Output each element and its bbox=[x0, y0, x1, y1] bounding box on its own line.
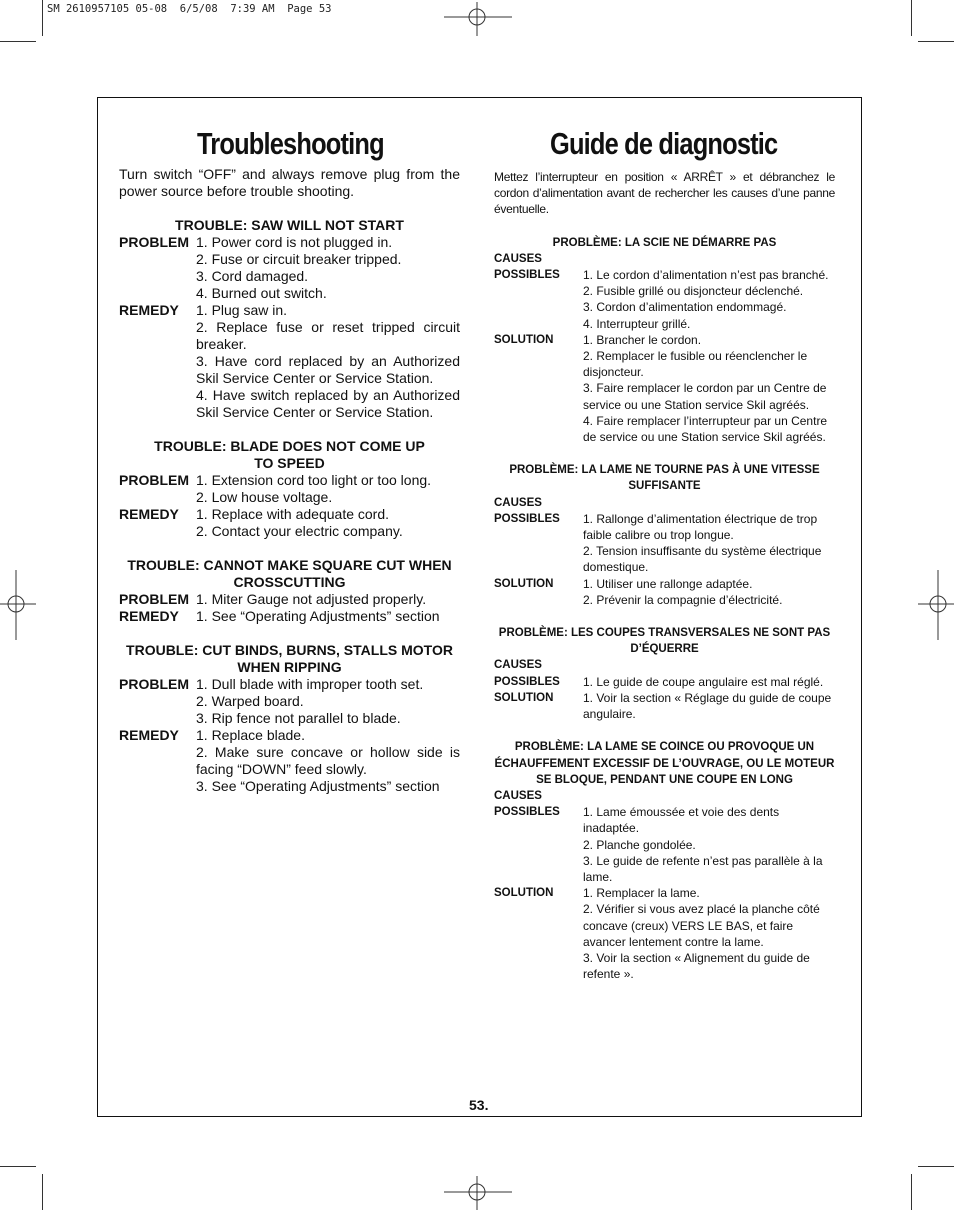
probleme-section bbox=[494, 462, 835, 608]
problem-label: PROBLEM bbox=[119, 472, 189, 488]
crop-mark bbox=[0, 1166, 36, 1167]
cause-item: 1. Rallonge d’alimentation électrique de trop faible calibre ou trop longue. bbox=[583, 511, 818, 543]
trouble-title: TROUBLE: BLADE DOES NOT COME UP TO SPEED bbox=[154, 438, 425, 471]
remedy-label: REMEDY bbox=[119, 727, 179, 743]
possibles-label: POSSIBLES bbox=[494, 806, 560, 819]
probleme-title: PROBLÈME: LA LAME NE TOURNE PAS À UNE VITESSE SUFFISANTE bbox=[509, 464, 820, 493]
registration-mark-icon bbox=[918, 570, 954, 640]
probleme-title: PROBLÈME: LA LAME SE COINCE OU PROVOQUE UN ÉCHAUFFEMENT EXCESSIF DE L’OUVRAGE, OU LE MOTEUR SE BLOQUE, PENDANT UNE COUPE EN LONG bbox=[494, 741, 835, 786]
french-column bbox=[494, 128, 835, 999]
remedy-label: REMEDY bbox=[119, 302, 179, 318]
trouble-title: TROUBLE: CUT BINDS, BURNS, STALLS MOTOR WHEN RIPPING bbox=[126, 642, 453, 675]
problem-label: PROBLEM bbox=[119, 676, 189, 692]
causes-label: CAUSES bbox=[494, 496, 542, 509]
solution-label: SOLUTION bbox=[494, 333, 554, 346]
trouble-section bbox=[119, 557, 460, 625]
remedy-item: 1. Plug saw in. bbox=[196, 302, 288, 318]
possibles-label: POSSIBLES bbox=[494, 512, 560, 525]
solution-item: 3. Voir la section « Alignement du guide de refente ». bbox=[583, 950, 810, 982]
crop-mark bbox=[0, 41, 36, 42]
solution-item: 1. Utiliser une rallonge adaptée. bbox=[583, 576, 753, 591]
cause-item: 1. Lame émoussée et voie des dents inadaptée. bbox=[583, 805, 780, 836]
problem-item: 3. Rip fence not parallel to blade. bbox=[196, 710, 401, 726]
crop-mark bbox=[911, 0, 912, 36]
printer-slug: SM 2610957105 05-08 6/5/08 7:39 AM Page 53 bbox=[47, 3, 332, 15]
trouble-title: TROUBLE: CANNOT MAKE SQUARE CUT WHEN CROSSCUTTING bbox=[127, 557, 452, 590]
solution-item: 1. Remplacer la lame. bbox=[583, 886, 700, 901]
crop-mark bbox=[42, 1174, 43, 1210]
possibles-label: POSSIBLES bbox=[494, 269, 560, 282]
remedy-item: 4. Have switch replaced by an Authorized Skil Service Center or Service Station. bbox=[196, 387, 460, 420]
problem-item: 1. Power cord is not plugged in. bbox=[196, 234, 393, 250]
solution-item: 4. Faire remplacer l’interrupteur par un Centre de service ou une Station service Skil agréés. bbox=[583, 413, 828, 445]
solution-item: 2. Remplacer le fusible ou réenclencher le disjoncteur. bbox=[583, 349, 808, 380]
solution-item: 3. Faire remplacer le cordon par un Centre de service ou une Station service Skil agréés. bbox=[583, 381, 827, 412]
trouble-section bbox=[119, 217, 460, 421]
cause-item: 1. Le cordon d’alimentation n’est pas branché. bbox=[583, 268, 829, 283]
cause-item: 2. Fusible grillé ou disjoncteur déclenché. bbox=[583, 284, 804, 299]
problem-item: 2. Warped board. bbox=[196, 693, 304, 709]
remedy-item: 1. See “Operating Adjustments” section bbox=[196, 608, 440, 624]
intro-text: Turn switch “OFF” and always remove plug from the power source before trouble shooting. bbox=[119, 166, 460, 199]
cause-item: 3. Cordon d’alimentation endommagé. bbox=[583, 300, 787, 315]
probleme-section bbox=[494, 235, 835, 446]
cause-item: 4. Interrupteur grillé. bbox=[583, 316, 691, 331]
cause-item: 2. Tension insuffisante du système électrique domestique. bbox=[583, 544, 822, 575]
probleme-section bbox=[494, 625, 835, 722]
solution-item: 1. Brancher le cordon. bbox=[583, 332, 702, 347]
registration-mark-icon bbox=[444, 1176, 512, 1210]
trouble-title: TROUBLE: SAW WILL NOT START bbox=[175, 217, 404, 233]
crop-mark bbox=[42, 0, 43, 36]
english-column bbox=[119, 128, 460, 812]
causes-label: CAUSES bbox=[494, 252, 542, 265]
remedy-item: 2. Make sure concave or hollow side is facing “DOWN” feed slowly. bbox=[196, 744, 460, 777]
remedy-item: 3. See “Operating Adjustments” section bbox=[196, 778, 440, 794]
crop-mark bbox=[911, 1174, 912, 1210]
problem-label: PROBLEM bbox=[119, 234, 189, 250]
cause-item: 3. Le guide de refente n’est pas parallèle à la lame. bbox=[583, 853, 823, 884]
solution-label: SOLUTION bbox=[494, 887, 554, 900]
problem-item: 3. Cord damaged. bbox=[196, 268, 309, 284]
problem-item: 2. Fuse or circuit breaker tripped. bbox=[196, 251, 402, 267]
solution-item: 2. Prévenir la compagnie d’électricité. bbox=[583, 592, 783, 607]
solution-item: 2. Vérifier si vous avez placé la planche côté concave (creux) VERS LE BAS, et faire avancer lentement contre la lame. bbox=[583, 902, 820, 949]
trouble-section bbox=[119, 642, 460, 795]
remedy-item: 1. Replace with adequate cord. bbox=[196, 506, 390, 522]
problem-item: 4. Burned out switch. bbox=[196, 285, 327, 301]
remedy-label: REMEDY bbox=[119, 506, 179, 522]
crop-mark bbox=[918, 1166, 954, 1167]
remedy-item: 2. Contact your electric company. bbox=[196, 523, 403, 539]
remedy-item: 2. Replace fuse or reset tripped circuit breaker. bbox=[196, 319, 460, 352]
registration-mark-icon bbox=[444, 2, 512, 36]
registration-mark-icon bbox=[0, 570, 36, 640]
problem-item: 1. Dull blade with improper tooth set. bbox=[196, 676, 424, 692]
problem-label: PROBLEM bbox=[119, 591, 189, 607]
cause-item: 1. Le guide de coupe angulaire est mal réglé. bbox=[583, 674, 824, 689]
solution-label: SOLUTION bbox=[494, 691, 554, 704]
cause-item: 2. Planche gondolée. bbox=[583, 837, 696, 852]
crop-mark bbox=[918, 41, 954, 42]
remedy-item: 1. Replace blade. bbox=[196, 727, 305, 743]
problem-item: 2. Low house voltage. bbox=[196, 489, 333, 505]
remedy-item: 3. Have cord replaced by an Authorized Skil Service Center or Service Station. bbox=[196, 353, 460, 386]
causes-label: CAUSES bbox=[494, 789, 542, 802]
page-title-french: Guide de diagnostic bbox=[550, 126, 778, 161]
problem-item: 1. Extension cord too light or too long. bbox=[196, 472, 432, 488]
possibles-label: POSSIBLES bbox=[494, 675, 560, 688]
probleme-title: PROBLÈME: LA SCIE NE DÉMARRE PAS bbox=[552, 236, 777, 249]
intro-text: Mettez l’interrupteur en position « ARRÊT » et débranchez le cordon d’alimentation avant de rechercher les causes d’une panne éventuelle. bbox=[494, 170, 835, 217]
remedy-label: REMEDY bbox=[119, 608, 179, 624]
problem-item: 1. Miter Gauge not adjusted properly. bbox=[196, 591, 427, 607]
page-title-english: Troubleshooting bbox=[197, 126, 384, 161]
probleme-title: PROBLÈME: LES COUPES TRANSVERSALES NE SONT PAS D’ÉQUERRE bbox=[498, 627, 831, 656]
page-number: 53. bbox=[469, 1097, 489, 1113]
probleme-section bbox=[494, 739, 835, 982]
solution-label: SOLUTION bbox=[494, 577, 554, 590]
trouble-section bbox=[119, 438, 460, 540]
solution-item: 1. Voir la section « Réglage du guide de coupe angulaire. bbox=[583, 690, 832, 722]
causes-label: CAUSES bbox=[494, 659, 542, 672]
